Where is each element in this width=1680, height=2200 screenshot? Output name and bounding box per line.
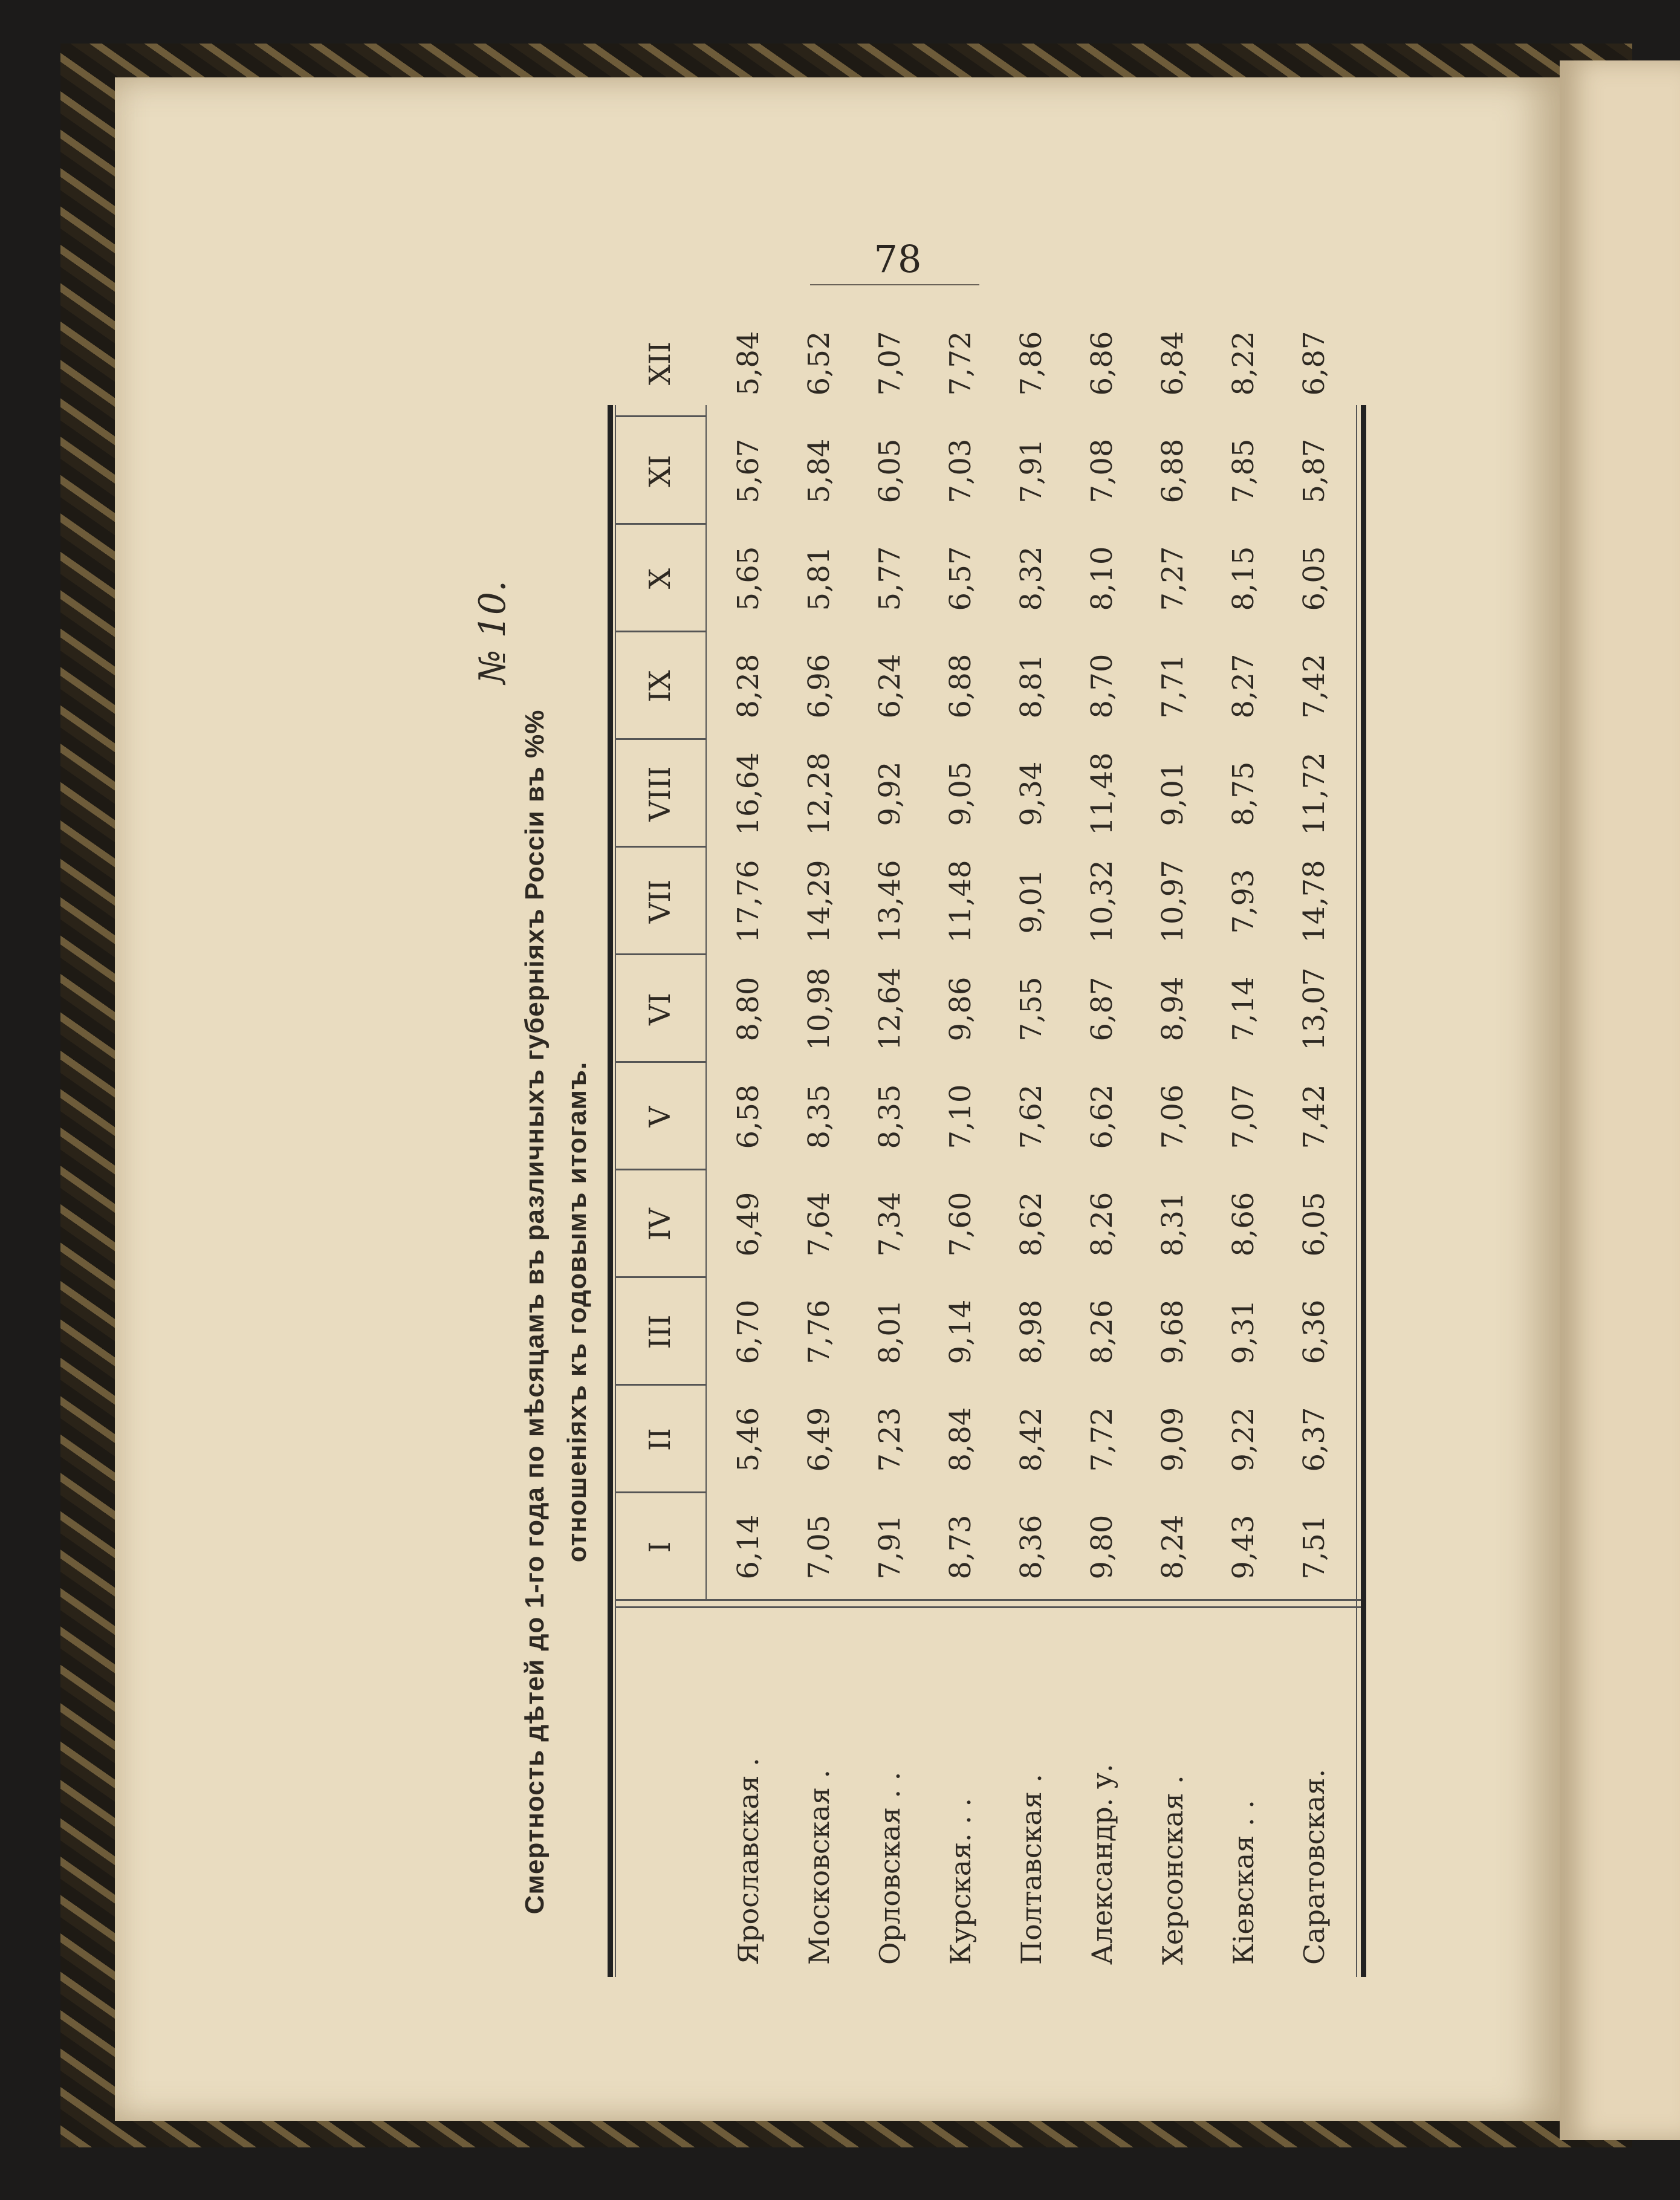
province-name: Курская. . . bbox=[944, 1797, 977, 1965]
header-bottom-rule bbox=[705, 405, 707, 1601]
table-cell: 8,70 bbox=[1085, 654, 1119, 719]
table-row bbox=[1069, 331, 1135, 1977]
column-divider bbox=[615, 1276, 705, 1278]
table-cell: 12,64 bbox=[873, 967, 907, 1051]
table-cell: 6,96 bbox=[802, 654, 836, 719]
table-cell: 9,09 bbox=[1156, 1407, 1190, 1472]
table-cell: 7,91 bbox=[873, 1514, 907, 1580]
table-cell: 6,57 bbox=[944, 546, 978, 611]
table-cell: 6,84 bbox=[1156, 331, 1190, 396]
table-cell: 7,60 bbox=[944, 1192, 978, 1257]
table-cell: 5,46 bbox=[731, 1407, 765, 1472]
table-cell: 6,88 bbox=[1156, 438, 1190, 504]
province-name: Саратовская. bbox=[1298, 1768, 1331, 1965]
column-header: II bbox=[643, 1428, 677, 1451]
table-cell: 7,55 bbox=[1014, 976, 1048, 1042]
table-cell: 9,43 bbox=[1227, 1514, 1260, 1580]
table-cell: 8,28 bbox=[731, 654, 765, 719]
table-title: Смертность дѣтей до 1-го года по мѣсяцамъ въ различныхъ губерніяхъ Россіи въ %% bbox=[520, 709, 550, 1915]
table-cell: 5,84 bbox=[802, 438, 836, 504]
page-number: 78 bbox=[874, 237, 922, 281]
table-cell: 5,84 bbox=[731, 331, 765, 396]
table-cell: 7,42 bbox=[1297, 654, 1331, 719]
column-divider bbox=[615, 953, 705, 955]
table-cell: 5,77 bbox=[873, 546, 907, 611]
table-cell: 13,07 bbox=[1297, 967, 1331, 1051]
table-cell: 6,36 bbox=[1297, 1299, 1331, 1364]
column-header: IX bbox=[643, 670, 677, 703]
table-bottom-rule-thin bbox=[1356, 405, 1357, 1977]
province-name: Ярославская . bbox=[732, 1757, 765, 1965]
table-cell: 8,80 bbox=[731, 976, 765, 1042]
table-cell: 7,07 bbox=[873, 331, 907, 396]
table-cell: 10,32 bbox=[1085, 860, 1119, 943]
table-cell: 7,64 bbox=[802, 1192, 836, 1257]
table-cell: 8,01 bbox=[873, 1299, 907, 1364]
column-header: VIII bbox=[643, 766, 677, 822]
table-row bbox=[715, 331, 782, 1977]
table-cell: 9,14 bbox=[944, 1299, 978, 1364]
column-header: I bbox=[643, 1541, 677, 1553]
column-divider bbox=[615, 631, 705, 632]
table-cell: 8,36 bbox=[1014, 1514, 1048, 1580]
table-cell: 5,65 bbox=[731, 546, 765, 611]
table-cell: 16,64 bbox=[731, 752, 765, 836]
table-cell: 8,10 bbox=[1085, 546, 1119, 611]
table-cell: 7,51 bbox=[1297, 1514, 1331, 1580]
table-cell: 8,26 bbox=[1085, 1299, 1119, 1364]
column-divider bbox=[615, 846, 705, 848]
table-cell: 8,27 bbox=[1227, 654, 1260, 719]
column-divider bbox=[615, 738, 705, 740]
table-cell: 7,27 bbox=[1156, 546, 1190, 611]
table-cell: 8,84 bbox=[944, 1407, 978, 1472]
table-cell: 8,75 bbox=[1227, 761, 1260, 826]
column-header: XII bbox=[643, 341, 677, 386]
table-cell: 9,01 bbox=[1156, 761, 1190, 826]
table-cell: 6,49 bbox=[802, 1407, 836, 1472]
table-cell: 7,14 bbox=[1227, 976, 1260, 1042]
column-divider bbox=[615, 1491, 705, 1493]
table-cell: 6,05 bbox=[873, 438, 907, 504]
column-header: XI bbox=[643, 455, 677, 487]
table-top-rule bbox=[608, 405, 613, 1977]
adjacent-page bbox=[1560, 60, 1680, 2140]
table-cell: 7,71 bbox=[1156, 654, 1190, 719]
table-cell: 11,48 bbox=[944, 860, 978, 943]
table-cell: 6,87 bbox=[1297, 331, 1331, 396]
column-header: V bbox=[643, 1106, 677, 1128]
column-divider bbox=[615, 415, 705, 417]
table-cell: 8,35 bbox=[873, 1084, 907, 1149]
table-cell: 9,80 bbox=[1085, 1514, 1119, 1580]
table-cell: 7,10 bbox=[944, 1084, 978, 1149]
table-cell: 7,06 bbox=[1156, 1084, 1190, 1149]
table-cell: 6,05 bbox=[1297, 546, 1331, 611]
table-cell: 6,70 bbox=[731, 1299, 765, 1364]
table-cell: 7,05 bbox=[802, 1514, 836, 1580]
table-subtitle: отношеніяхъ къ годовымъ итогамъ. bbox=[562, 1061, 592, 1563]
table-cell: 7,42 bbox=[1297, 1084, 1331, 1149]
table-cell: 9,05 bbox=[944, 761, 978, 826]
table-cell: 7,93 bbox=[1227, 869, 1260, 934]
table-cell: 7,72 bbox=[1085, 1407, 1119, 1472]
table-cell: 7,76 bbox=[802, 1299, 836, 1364]
table-cell: 6,62 bbox=[1085, 1084, 1119, 1149]
column-header: VII bbox=[643, 879, 677, 924]
table-cell: 14,29 bbox=[802, 860, 836, 943]
column-divider bbox=[615, 1061, 705, 1063]
table-cell: 8,73 bbox=[944, 1514, 978, 1580]
table-cell: 6,58 bbox=[731, 1084, 765, 1149]
table-row bbox=[927, 331, 994, 1977]
table-cell: 9,86 bbox=[944, 976, 978, 1042]
table-cell: 10,98 bbox=[802, 967, 836, 1051]
table-cell: 6,88 bbox=[944, 654, 978, 719]
table-cell: 17,76 bbox=[731, 860, 765, 943]
province-name: Кіевская . . bbox=[1227, 1800, 1260, 1965]
table-cell: 8,32 bbox=[1014, 546, 1048, 611]
table-row bbox=[1140, 331, 1206, 1977]
table-cell: 7,85 bbox=[1227, 438, 1260, 504]
table-cell: 8,42 bbox=[1014, 1407, 1048, 1472]
table-row bbox=[786, 331, 852, 1977]
table-cell: 8,66 bbox=[1227, 1192, 1260, 1257]
table-cell: 7,08 bbox=[1085, 438, 1119, 504]
table-cell: 8,98 bbox=[1014, 1299, 1048, 1364]
column-header: III bbox=[643, 1314, 677, 1349]
table-cell: 11,72 bbox=[1297, 752, 1331, 836]
column-divider bbox=[615, 1169, 705, 1170]
column-header: VI bbox=[643, 993, 677, 1025]
table-cell: 9,01 bbox=[1014, 869, 1048, 934]
table-cell: 9,31 bbox=[1227, 1299, 1260, 1364]
province-name: Полтавская . bbox=[1015, 1773, 1048, 1965]
table-cell: 8,81 bbox=[1014, 654, 1048, 719]
table-cell: 10,97 bbox=[1156, 860, 1190, 943]
table-cell: 6,52 bbox=[802, 331, 836, 396]
table-cell: 6,49 bbox=[731, 1192, 765, 1257]
column-divider bbox=[615, 523, 705, 525]
table-cell: 7,03 bbox=[944, 438, 978, 504]
table-cell: 8,94 bbox=[1156, 976, 1190, 1042]
table-cell: 8,15 bbox=[1227, 546, 1260, 611]
table-cell: 9,22 bbox=[1227, 1407, 1260, 1472]
table-cell: 8,31 bbox=[1156, 1192, 1190, 1257]
province-name: Александр. у. bbox=[1086, 1764, 1118, 1965]
table-cell: 9,92 bbox=[873, 761, 907, 826]
table-cell: 7,23 bbox=[873, 1407, 907, 1472]
column-header: X bbox=[643, 568, 677, 589]
table-number: № 10. bbox=[472, 580, 514, 684]
province-name: Херсонская . bbox=[1156, 1775, 1189, 1965]
table-cell: 9,34 bbox=[1014, 761, 1048, 826]
table-row bbox=[1281, 331, 1348, 1977]
table-cell: 5,87 bbox=[1297, 438, 1331, 504]
table-cell: 6,14 bbox=[731, 1514, 765, 1580]
province-name: Московская . bbox=[803, 1769, 835, 1965]
table-cell: 7,86 bbox=[1014, 331, 1048, 396]
table-cell: 6,37 bbox=[1297, 1407, 1331, 1472]
table-cell: 8,24 bbox=[1156, 1514, 1190, 1580]
column-header: IV bbox=[643, 1208, 677, 1241]
table-cell: 11,48 bbox=[1085, 752, 1119, 836]
table-row bbox=[998, 331, 1065, 1977]
table-bottom-rule bbox=[1361, 405, 1366, 1977]
table-cell: 12,28 bbox=[802, 752, 836, 836]
table-cell: 8,62 bbox=[1014, 1192, 1048, 1257]
table-row bbox=[857, 331, 923, 1977]
province-name: Орловская . . bbox=[874, 1771, 906, 1965]
rotated-table-block bbox=[472, 331, 1366, 1977]
table-cell: 7,91 bbox=[1014, 438, 1048, 504]
column-divider bbox=[615, 1384, 705, 1386]
table-cell: 8,35 bbox=[802, 1084, 836, 1149]
table-cell: 5,67 bbox=[731, 438, 765, 504]
table-cell: 6,05 bbox=[1297, 1192, 1331, 1257]
table-cell: 9,68 bbox=[1156, 1299, 1190, 1364]
mortality-table bbox=[608, 331, 1369, 1977]
table-cell: 8,26 bbox=[1085, 1192, 1119, 1257]
table-row bbox=[1210, 331, 1277, 1977]
table-cell: 6,24 bbox=[873, 654, 907, 719]
table-cell: 13,46 bbox=[873, 860, 907, 943]
table-cell: 7,07 bbox=[1227, 1084, 1260, 1149]
table-cell: 5,81 bbox=[802, 546, 836, 611]
table-cell: 7,72 bbox=[944, 331, 978, 396]
table-cell: 7,34 bbox=[873, 1192, 907, 1257]
table-cell: 14,78 bbox=[1297, 860, 1331, 943]
table-cell: 6,86 bbox=[1085, 331, 1119, 396]
table-cell: 6,87 bbox=[1085, 976, 1119, 1042]
page-number-rule bbox=[810, 284, 979, 285]
table-cell: 7,62 bbox=[1014, 1084, 1048, 1149]
table-cell: 8,22 bbox=[1227, 331, 1260, 396]
